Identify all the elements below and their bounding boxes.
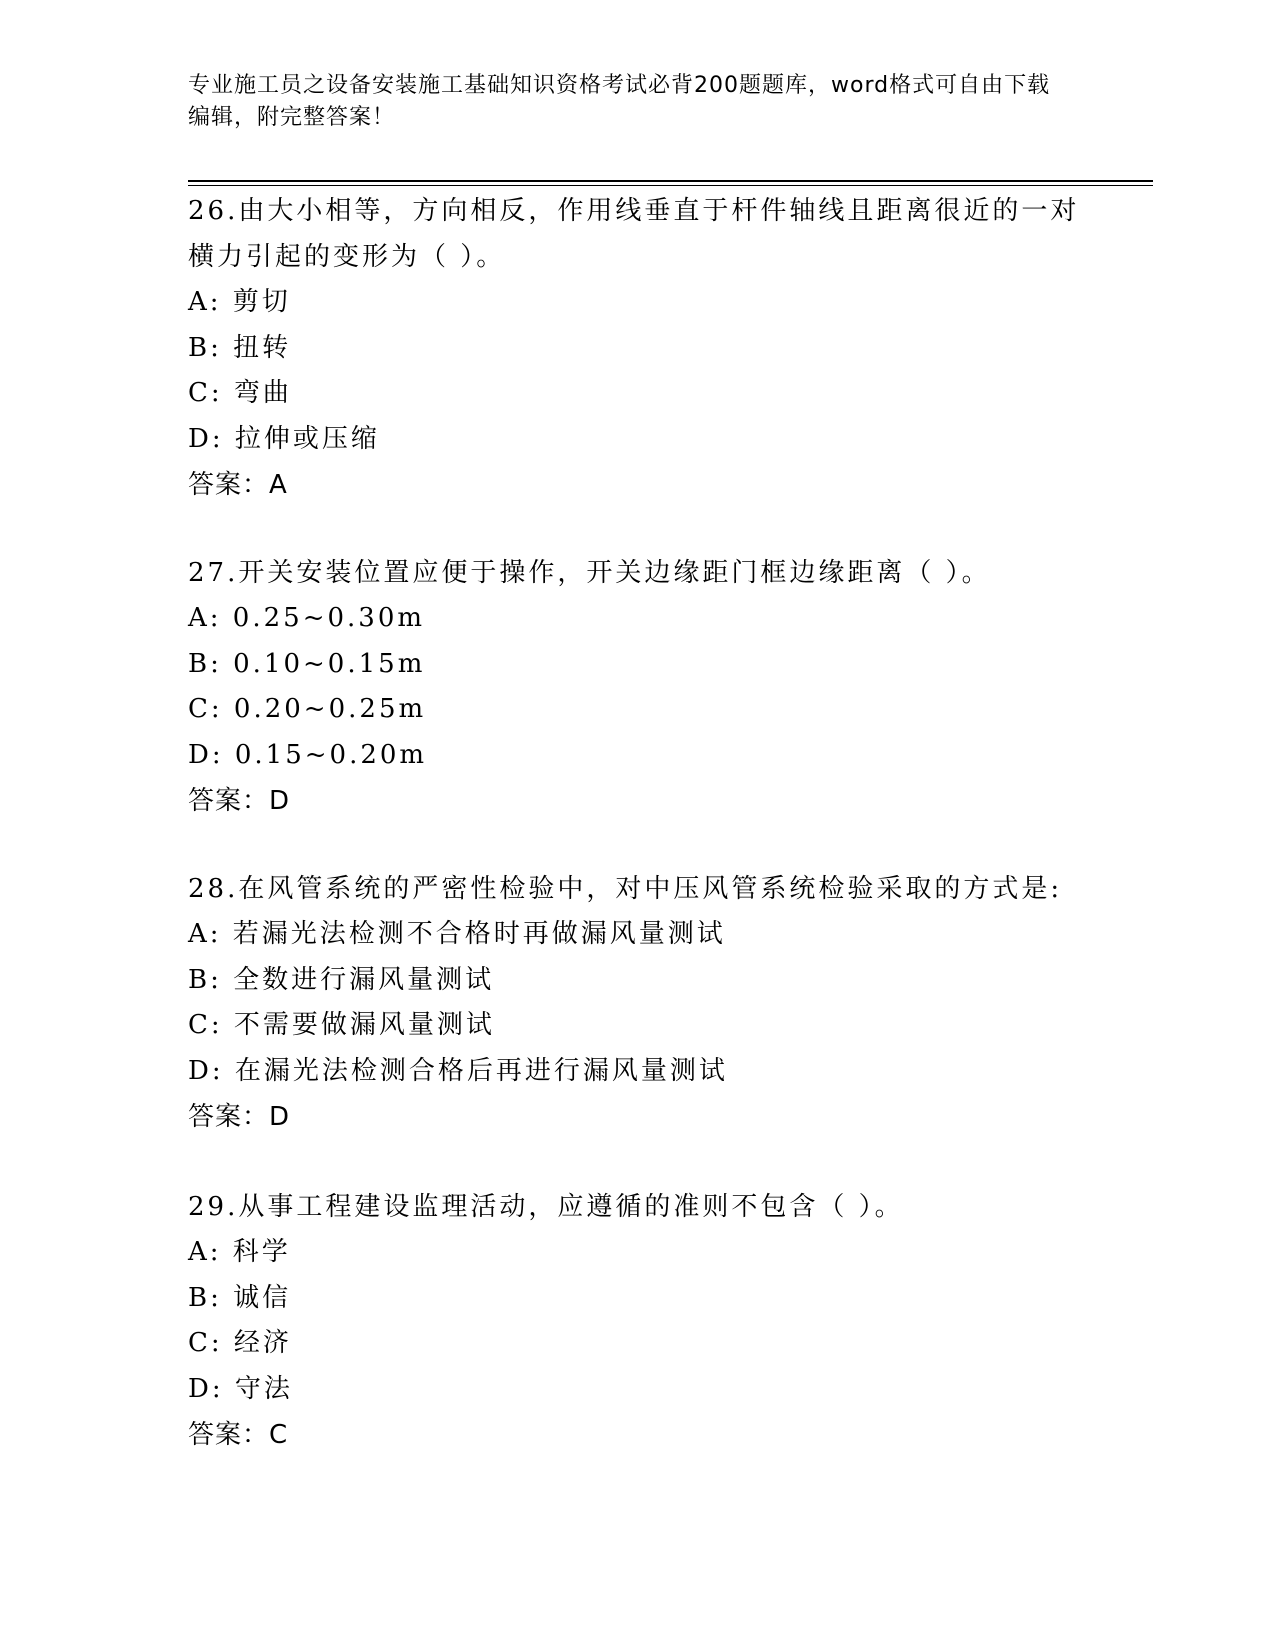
header-divider-thick [188,180,1153,182]
header-divider-thin [188,185,1153,186]
question-stem: 29.从事工程建设监理活动，应遵循的准则不包含（ ）。 [188,1192,904,1222]
option-c: C: 经济 [188,1328,292,1358]
option-c: C: 不需要做漏风量测试 [188,1010,495,1040]
option-c: C: 弯曲 [188,378,292,408]
option-a: A: 若漏光法检测不合格时再做漏风量测试 [188,919,726,949]
option-b: B: 0.10~0.15m [188,648,426,679]
option-d: D: 守法 [188,1373,293,1404]
option-d: D: 在漏光法检测合格后再进行漏风量测试 [188,1055,728,1086]
question-stem: 28.在风管系统的严密性检验中，对中压风管系统检验采取的方式是: [188,874,1063,904]
question-27 [188,550,1088,824]
option-d: D: 0.15~0.20m [188,739,428,770]
question-stem: 26.由大小相等，方向相反，作用线垂直于杆件轴线且距离很近的一对横力引起的变形为（ ）。 [188,196,1080,272]
option-a: A: 科学 [188,1237,291,1267]
answer: 答案：A [188,470,288,500]
question-stem: 27.开关安装位置应便于操作，开关边缘距门框边缘距离（ ）。 [188,558,991,588]
option-d: D: 拉伸或压缩 [188,423,380,454]
document-header: 专业施工员之设备安装施工基础知识资格考试必背200题题库，word格式可自由下载编辑，附完整答案！ [188,73,1051,130]
option-c: C: 0.20~0.25m [188,694,427,724]
question-28 [188,866,1088,1140]
option-a: A: 0.25~0.30m [188,603,426,633]
answer: 答案：C [188,1420,289,1450]
question-29 [188,1184,1088,1458]
option-b: B: 诚信 [188,1282,292,1313]
answer: 答案：D [188,1102,291,1132]
question-26 [188,188,1088,508]
option-a: A: 剪切 [188,287,291,317]
answer: 答案：D [188,786,291,816]
option-b: B: 扭转 [188,332,292,363]
option-b: B: 全数进行漏风量测试 [188,964,495,995]
